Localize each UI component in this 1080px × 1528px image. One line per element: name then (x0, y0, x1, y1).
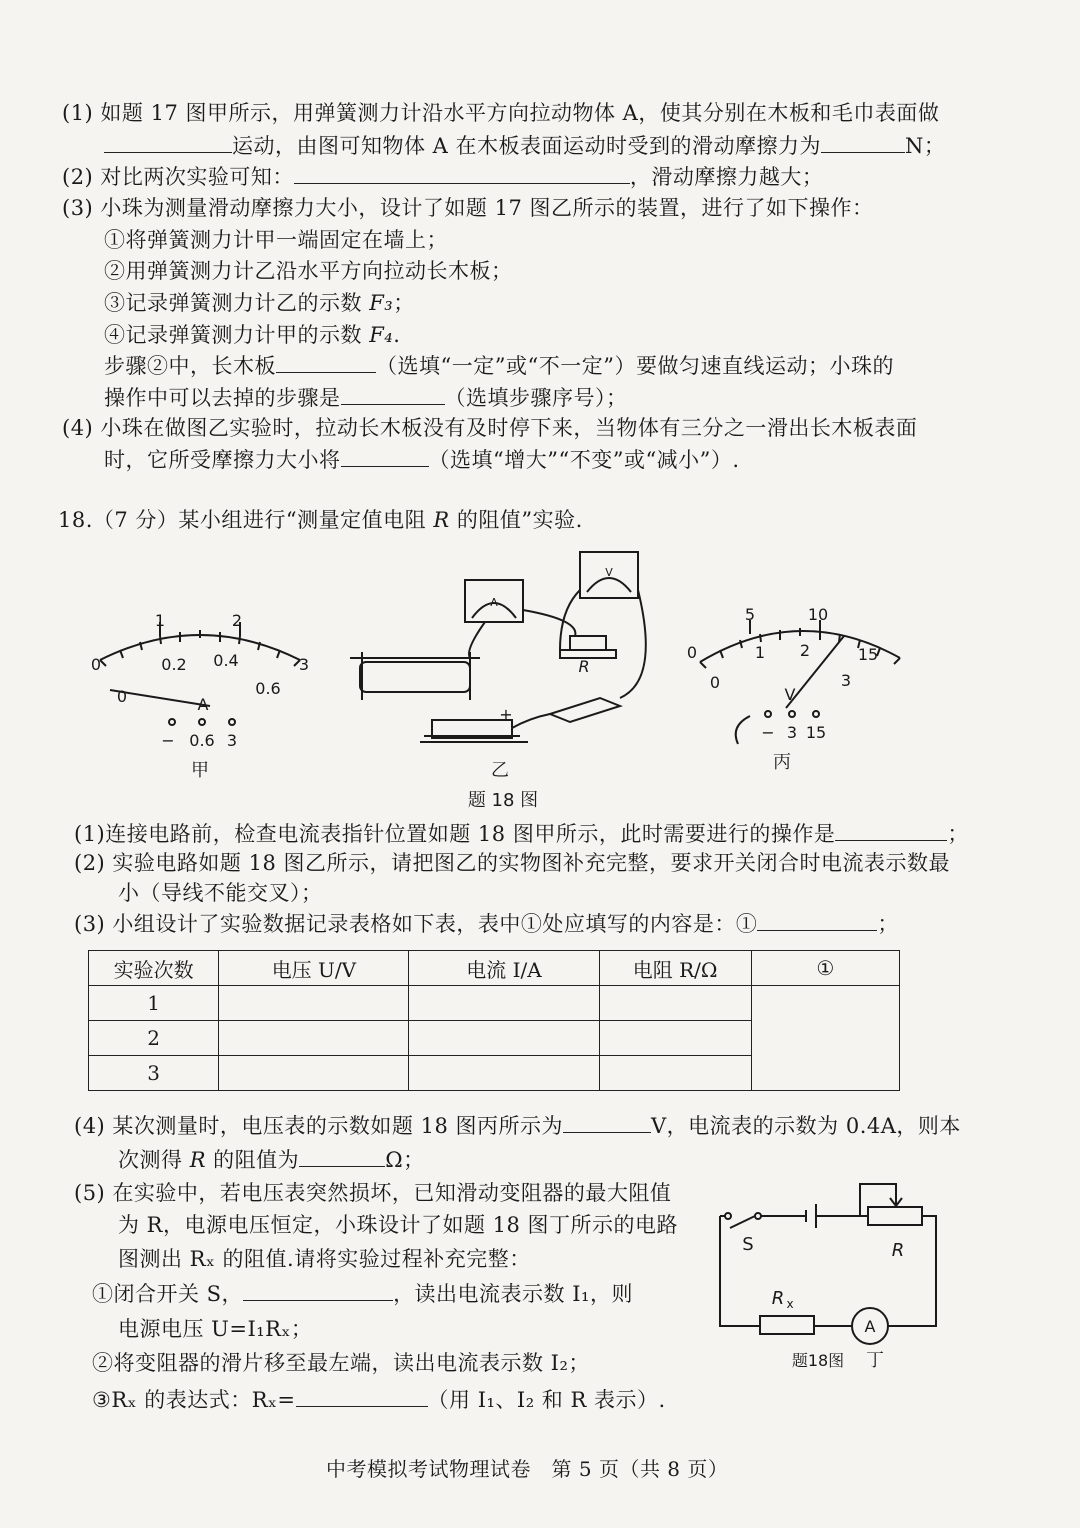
tick-label: 0.2 (161, 655, 187, 674)
row-index: 1 (89, 986, 219, 1021)
q18-part-5-l2: 为 R，电源电压恒定，小珠设计了如题 18 图丁所示的电路 (118, 1213, 679, 1237)
table-cell[interactable] (219, 1056, 409, 1091)
tick-label: 3 (298, 655, 310, 674)
figure-label-jia: 甲 (191, 760, 209, 781)
table-cell[interactable] (599, 1056, 751, 1091)
tick-label: 1 (154, 611, 166, 630)
page-footer: 中考模拟考试物理试卷 第 5 页（共 8 页） (326, 1457, 729, 1481)
battery-symbol (806, 1204, 816, 1228)
resistor-label: R (578, 657, 590, 676)
figure-caption: 题 18 图 (467, 790, 539, 811)
terminal-label: − (161, 731, 175, 750)
row-index: 2 (89, 1021, 219, 1056)
q18-part-5: (5) 在实验中，若电压表突然损坏，已知滑动变阻器的最大阻值 (74, 1181, 672, 1205)
q18-part-2-cont: 小（导线不能交叉）； (118, 881, 323, 905)
tick-label: 5 (744, 605, 756, 624)
q17-line-11: (4) 小珠在做图乙实验时，拉动长木板没有及时停下来，当物体有三分之一滑出长木板表面 (62, 416, 918, 440)
table-row (89, 986, 900, 1021)
table-header: ① (751, 951, 899, 986)
table-header: 电流 I/A (409, 951, 599, 986)
q17-line-3: (2) 对比两次实验可知： ，滑动摩擦力越大； (62, 161, 823, 192)
table-cell-merged[interactable] (751, 986, 899, 1091)
terminal-label: 3 (226, 731, 238, 750)
tick-label: 15 (857, 645, 879, 664)
answer-blank[interactable] (299, 1144, 385, 1167)
meter-symbol: V (605, 566, 613, 579)
q18-part-4-cont: 次测得 R 的阻值为 Ω； (118, 1144, 425, 1175)
resistor-r (570, 636, 606, 650)
q18-part-5-l4: ①闭合开关 S， ，读出电流表示数 I₁，则 (92, 1278, 633, 1309)
terminal-label: 0.6 (189, 731, 215, 750)
answer-blank[interactable] (757, 908, 877, 931)
table-cell[interactable] (409, 986, 599, 1021)
table-cell[interactable] (409, 1056, 599, 1091)
rheostat-symbol (868, 1207, 922, 1225)
switch (550, 698, 620, 722)
tick-label: 0.6 (255, 679, 281, 698)
rx-resistor (760, 1316, 814, 1334)
rx-subscript: x (786, 1297, 794, 1311)
table-header-row (89, 951, 900, 986)
q18-part-2: (2) 实验电路如题 18 图乙所示，请把图乙的实物图补充完整，要求开关闭合时电流表示数最 (74, 851, 950, 875)
tick-label: 2 (799, 641, 811, 660)
tick-label: 3 (840, 671, 852, 690)
q17-step-4: ④记录弹簧测力计甲的示数 F₄. (104, 323, 401, 347)
table-header: 电阻 R/Ω (599, 951, 751, 986)
q17-step-2: ②用弹簧测力计乙沿水平方向拉动长木板； (104, 259, 513, 283)
q17-line-1: (1) 如题 17 图甲所示，用弹簧测力计沿水平方向拉动物体 A，使其分别在木板和毛巾表面做 (62, 101, 940, 125)
q18-part-3: (3) 小组设计了实验数据记录表格如下表，表中①处应填写的内容是：① ； (74, 908, 899, 939)
terminal-label: 15 (805, 723, 827, 742)
answer-blank[interactable] (835, 818, 947, 841)
q18-part-1: (1)连接电路前，检查电流表指针位置如题 18 图甲所示，此时需要进行的操作是 ； (74, 818, 969, 849)
circuit-ding (710, 1176, 960, 1376)
q18-part-4: (4) 某次测量时，电压表的示数如题 18 图丙所示为 V，电流表的示数为 0.4A，则本 (74, 1110, 961, 1141)
q18-part-5-l5: 电源电压 U=I₁Rₓ； (118, 1317, 313, 1341)
answer-blank[interactable] (341, 382, 445, 405)
tick-label: 0 (90, 655, 102, 674)
unit-label: A (197, 695, 209, 714)
q17-line-10: 操作中可以去掉的步骤是 （选填步骤序号）； (104, 382, 628, 413)
rx-label: R (771, 1288, 785, 1309)
answer-blank[interactable] (563, 1110, 651, 1133)
table-cell[interactable] (599, 986, 751, 1021)
unit-label: V (784, 685, 796, 704)
voltmeter-dial-bing (700, 620, 900, 744)
figure-label-ding: 丁 (866, 1350, 884, 1371)
answer-blank[interactable] (341, 444, 429, 467)
q18-part-5-l7: ③Rₓ 的表达式：Rₓ= （用 I₁、I₂ 和 R 表示）. (92, 1384, 666, 1415)
q18-part-5-l3: 图测出 Rₓ 的阻值.请将实验过程补充完整： (118, 1247, 531, 1271)
table-cell[interactable] (599, 1021, 751, 1056)
tick-label: 0 (709, 673, 721, 692)
ammeter-letter: A (864, 1317, 876, 1336)
terminal-label: − (761, 723, 775, 742)
tick-label: 2 (231, 611, 243, 630)
q18-part-5-l6: ②将变阻器的滑片移至最左端，读出电流表示数 I₂； (92, 1351, 590, 1375)
q17-line-12: 时，它所受摩擦力大小将 （选填“增大”“不变”或“减小”）. (104, 444, 740, 475)
rheostat (360, 662, 470, 692)
table-header: 实验次数 (89, 951, 219, 986)
table-cell[interactable] (409, 1021, 599, 1056)
figure-label-yi: 乙 (491, 760, 509, 781)
table-cell[interactable] (219, 1021, 409, 1056)
answer-blank[interactable] (104, 130, 232, 153)
switch-label: S (742, 1234, 754, 1255)
row-index: 3 (89, 1056, 219, 1091)
figure-caption-ding: 题18图 (791, 1351, 845, 1370)
tick-label: 0.4 (213, 651, 239, 670)
zero-label: 0 (686, 643, 698, 662)
tick-label: 10 (807, 605, 829, 624)
tick-label: 1 (754, 643, 766, 662)
table-cell[interactable] (219, 986, 409, 1021)
q17-step-3: ③记录弹簧测力计乙的示数 F₃； (104, 291, 415, 315)
answer-blank[interactable] (243, 1278, 393, 1301)
figure-18 (60, 540, 1020, 820)
record-table (88, 950, 900, 1091)
zero-label: 0 (116, 687, 128, 706)
battery-plus: + (499, 705, 513, 724)
terminal-label: 3 (786, 723, 798, 742)
rheostat-label: R (891, 1240, 905, 1261)
q17-line-9: 步骤②中，长木板 （选填“一定”或“不一定”）要做匀速直线运动；小珠的 (104, 350, 894, 381)
meter-symbol: A (490, 596, 498, 609)
q17-line-2: 运动，由图可知物体 A 在木板表面运动时受到的滑动摩擦力为 N； (104, 130, 945, 161)
q17-line-4: (3) 小珠为测量滑动摩擦力大小，设计了如题 17 图乙所示的装置，进行了如下操作： (62, 196, 874, 220)
answer-blank[interactable] (296, 1384, 428, 1407)
figure-label-bing: 丙 (773, 752, 791, 773)
table-header: 电压 U/V (219, 951, 409, 986)
q18-heading: 18.（7 分）某小组进行“测量定值电阻 R 的阻值”实验. (58, 508, 583, 532)
q17-step-1: ①将弹簧测力计甲一端固定在墙上； (104, 228, 448, 252)
answer-blank[interactable] (821, 130, 905, 153)
answer-blank[interactable] (276, 350, 376, 373)
circuit-yi (350, 552, 646, 742)
answer-blank[interactable] (294, 161, 630, 184)
